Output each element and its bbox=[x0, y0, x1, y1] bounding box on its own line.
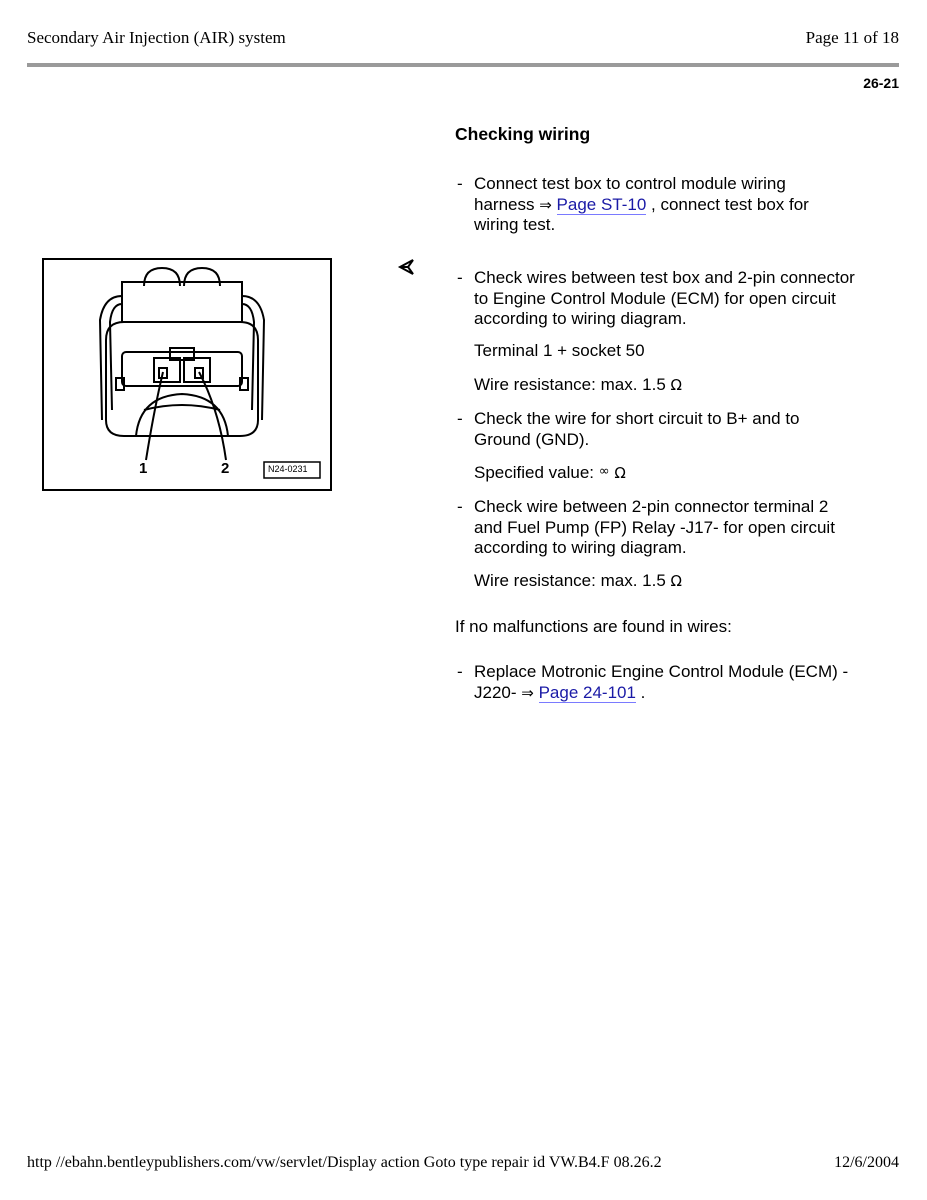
step-text: Check the wire for short circuit to B+ and to bbox=[474, 409, 800, 428]
step-connect-test-box bbox=[457, 174, 897, 236]
step-text: wiring test. bbox=[474, 215, 556, 234]
no-malfunctions-note: If no malfunctions are found in wires: bbox=[455, 617, 732, 636]
step-check-wires-ecm bbox=[457, 268, 897, 330]
step-check-fp-relay bbox=[457, 497, 897, 559]
step-text: Replace Motronic Engine Control Module (ECM) - bbox=[474, 662, 849, 681]
callout-1: 1 bbox=[139, 460, 148, 477]
step-check-short-circuit bbox=[457, 409, 897, 450]
step-replace-ecm bbox=[457, 662, 897, 703]
arrow-right-icon: ⇒ bbox=[539, 195, 552, 214]
resistance-label: Wire resistance: max. 1.5 bbox=[474, 571, 666, 590]
resistance-label: Wire resistance: max. 1.5 bbox=[474, 375, 666, 394]
arrow-pointer-icon bbox=[397, 257, 417, 277]
ohm-unit: Ω bbox=[614, 464, 626, 482]
step-text: Check wire between 2-pin connector terminal 2 bbox=[474, 497, 829, 516]
header-title: Secondary Air Injection (AIR) system bbox=[27, 28, 286, 47]
step-text: and Fuel Pump (FP) Relay -J17- for open circuit bbox=[474, 517, 835, 537]
bullet-dash: - bbox=[457, 409, 463, 428]
specified-label: Specified value: bbox=[474, 463, 595, 482]
bullet-dash: - bbox=[457, 268, 463, 287]
step-text: according to wiring diagram. bbox=[474, 309, 687, 328]
callout-2: 2 bbox=[221, 460, 230, 477]
specified-value bbox=[474, 463, 626, 483]
bullet-dash: - bbox=[457, 174, 463, 193]
arrow-right-icon: ⇒ bbox=[521, 683, 534, 702]
section-number: 26-21 bbox=[863, 75, 899, 91]
step-text: harness bbox=[474, 194, 535, 214]
figure-code: N24-0231 bbox=[268, 464, 308, 474]
ohm-unit: Ω bbox=[670, 376, 682, 394]
link-page-st-10[interactable]: Page ST-10 bbox=[556, 194, 647, 214]
footer-url: http //ebahn.bentleypublishers.com/vw/servlet/Display action Goto type repair id VW.B4.F 08.26.2 bbox=[27, 1154, 662, 1171]
connector-figure bbox=[42, 258, 332, 491]
infinity-symbol: ∞ bbox=[598, 464, 610, 479]
wire-resistance-1 bbox=[474, 375, 682, 395]
step-text: according to wiring diagram. bbox=[474, 538, 687, 557]
link-page-24-101[interactable]: Page 24-101 bbox=[538, 682, 636, 702]
footer-date: 12/6/2004 bbox=[834, 1154, 899, 1171]
bullet-dash: - bbox=[457, 497, 463, 516]
section-heading: Checking wiring bbox=[455, 124, 591, 144]
header-page-number: Page 11 of 18 bbox=[805, 28, 899, 47]
bullet-dash: - bbox=[457, 662, 463, 681]
step-text: Check wires between test box and 2-pin connector bbox=[474, 268, 855, 287]
terminal-spec: Terminal 1 + socket 50 bbox=[474, 341, 645, 360]
step-text: Ground (GND). bbox=[474, 429, 590, 449]
step-text: J220- bbox=[474, 682, 517, 702]
step-text: . bbox=[635, 682, 646, 702]
step-text: , connect test box for bbox=[646, 194, 809, 214]
connector-drawing bbox=[44, 260, 330, 489]
ohm-unit: Ω bbox=[670, 572, 682, 590]
step-text: to Engine Control Module (ECM) for open circuit bbox=[474, 288, 836, 308]
footer bbox=[27, 1154, 899, 1172]
wire-resistance-2 bbox=[474, 571, 682, 591]
step-text: Connect test box to control module wiring bbox=[474, 174, 786, 193]
header-divider bbox=[27, 63, 899, 67]
